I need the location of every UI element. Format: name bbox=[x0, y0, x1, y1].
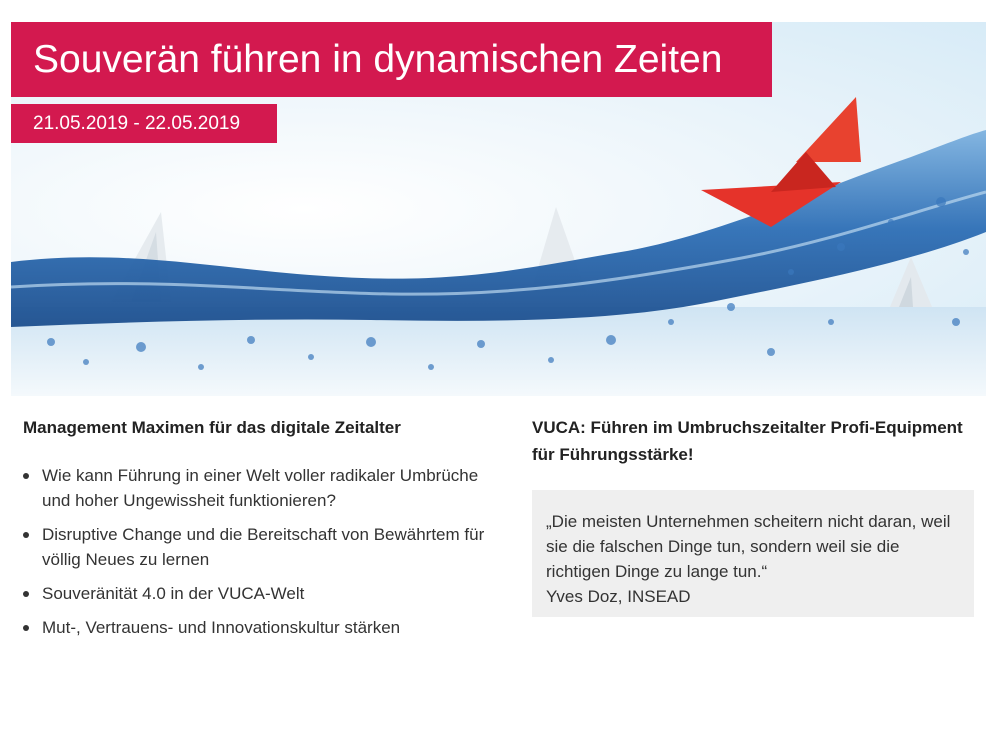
list-item: Souveränität 4.0 in der VUCA-Welt bbox=[23, 581, 493, 606]
right-column bbox=[532, 414, 974, 617]
list-item: Wie kann Führung in einer Welt voller radikaler Umbrüche und hoher Ungewissheit funktionieren? bbox=[23, 463, 493, 513]
event-date: 21.05.2019 - 22.05.2019 bbox=[11, 104, 277, 143]
bullet-icon bbox=[23, 591, 29, 597]
bullet-icon bbox=[23, 473, 29, 479]
bullet-list bbox=[23, 463, 493, 640]
left-heading: Management Maximen für das digitale Zeitalter bbox=[23, 418, 401, 437]
quote-author: Yves Doz, INSEAD bbox=[546, 587, 691, 606]
list-item: Mut-, Vertrauens- und Innovationskultur stärken bbox=[23, 615, 493, 640]
page-title: Souverän führen in dynamischen Zeiten bbox=[11, 22, 772, 97]
quote-text: „Die meisten Unternehmen scheitern nicht daran, weil sie die falschen Dinge tun, sondern weil sie die richtigen Dinge zu lange tun.“ bbox=[546, 512, 951, 581]
right-heading: VUCA: Führen im Umbruchszeitalter Profi-Equipment für Führungsstärke! bbox=[532, 418, 963, 464]
left-column bbox=[23, 414, 493, 649]
bullet-icon bbox=[23, 532, 29, 538]
quote-box bbox=[532, 490, 974, 617]
bullet-icon bbox=[23, 625, 29, 631]
list-item: Disruptive Change und die Bereitschaft von Bewährtem für völlig Neues zu lernen bbox=[23, 522, 493, 572]
